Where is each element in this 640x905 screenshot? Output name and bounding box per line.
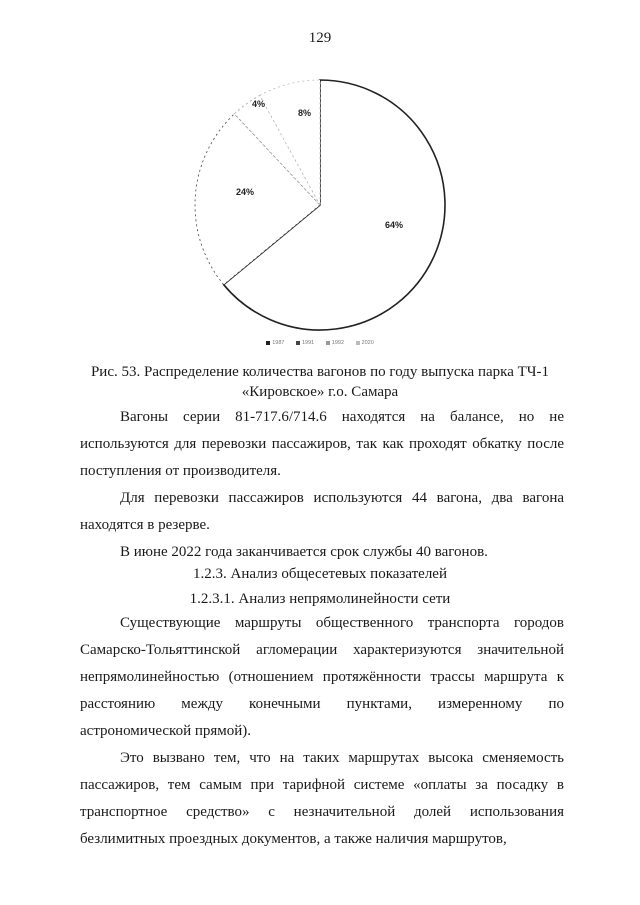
paragraph: Для перевозки пассажиров используются 44 вагона, два вагона находятся в резерве. — [80, 490, 564, 533]
legend-item-2020 — [356, 340, 374, 346]
legend-label: 1992 — [331, 340, 345, 346]
paragraph: Вагоны серии 81-717.6/714.6 находятся на балансе, но не используются для перевозки пассажиров, так как проходят обкатку после поступления от производителя. — [80, 409, 564, 479]
chart-legend — [0, 340, 640, 346]
slice-label-1992: 4% — [252, 99, 266, 109]
figure-caption — [0, 362, 640, 402]
legend-label: 2020 — [361, 340, 374, 346]
body-text-2 — [80, 610, 564, 853]
legend-item-1991 — [296, 340, 314, 346]
legend-swatch — [326, 341, 330, 345]
pie-chart — [180, 60, 470, 350]
paragraph: Существующие маршруты общественного транспорта городов Самарско-Тольяттинской агломерации характеризуются значительной непрямолинейностью (отношением протяжённости трассы маршрута к расстоянию между конечными пунктами, измеренному по астрономической прямой). — [80, 615, 564, 739]
paragraph: В июне 2022 года заканчивается срок службы 40 вагонов. — [120, 544, 488, 560]
caption-line-1: Рис. 53. Распределение количества вагонов по году выпуска парка ТЧ-1 — [90, 364, 550, 380]
slice-label-2020: 8% — [298, 108, 312, 118]
legend-label: 1987 — [272, 340, 285, 346]
legend-label: 1991 — [301, 340, 315, 346]
legend-swatch — [356, 341, 360, 345]
subsection-heading: 1.2.3.1. Анализ непрямолинейности сети — [189, 591, 451, 607]
paragraph: Это вызвано тем, что на таких маршрутах высока сменяемость пассажиров, тем самым при тарифной системе «оплаты за посадку в транспортное средство» с незначительной долей использования безлимитных проездных документов, а также наличия маршрутов, — [80, 750, 564, 847]
section-heading: 1.2.3. Анализ общесетевых показателей — [193, 566, 447, 582]
legend-item-1987 — [266, 340, 284, 346]
page-number: 129 — [308, 30, 332, 46]
body-text-1 — [80, 404, 564, 566]
legend-swatch — [266, 341, 270, 345]
caption-line-2: «Кировское» г.о. Самара — [241, 384, 399, 400]
slice-label-1987: 64% — [385, 220, 404, 230]
slice-label-1991: 24% — [236, 187, 255, 197]
legend-item-1992 — [326, 340, 344, 346]
legend-swatch — [296, 341, 300, 345]
